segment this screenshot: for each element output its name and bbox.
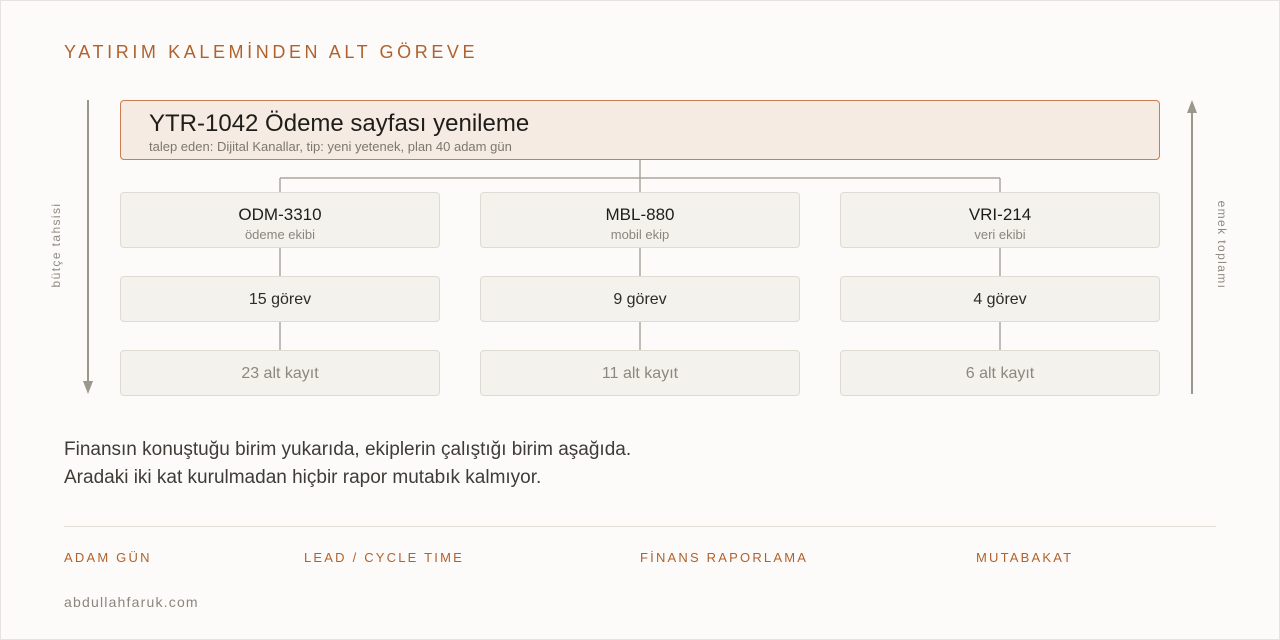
root-investment-node bbox=[120, 100, 1160, 160]
right-axis-arrowhead bbox=[1187, 100, 1197, 113]
task-count: 9 görev bbox=[613, 291, 667, 308]
team-code: MBL-880 bbox=[605, 205, 675, 224]
summary-line-1: Finansın konuştuğu birim yukarıda, ekiplerin çalıştığı birim aşağıda. bbox=[64, 439, 632, 460]
root-title: YTR-1042 Ödeme sayfası yenileme bbox=[149, 110, 530, 137]
root-subtitle: talep eden: Dijital Kanallar, tip: yeni yetenek, plan 40 adam gün bbox=[149, 139, 512, 154]
task-count-node bbox=[480, 276, 800, 322]
team-code: VRI-214 bbox=[968, 205, 1032, 224]
left-axis-arrowhead bbox=[83, 381, 93, 394]
section-divider bbox=[64, 526, 1216, 527]
subrecord-count-node bbox=[120, 350, 440, 396]
subrecord-count-node bbox=[480, 350, 800, 396]
team-name: mobil ekip bbox=[610, 227, 670, 242]
tag-mutabakat: MUTABAKAT bbox=[976, 550, 1074, 565]
team-node-odm bbox=[120, 192, 440, 248]
subrecord-count-node bbox=[840, 350, 1160, 396]
task-count: 4 görev bbox=[973, 291, 1027, 308]
tag-finans-raporlama: FİNANS RAPORLAMA bbox=[640, 550, 809, 565]
summary-text bbox=[64, 436, 631, 492]
page-kicker: YATIRIM KALEMİNDEN ALT GÖREVE bbox=[64, 42, 479, 62]
tag-lead-cycle-time: LEAD / CYCLE TIME bbox=[304, 550, 464, 565]
effort-total-label: emek toplamı bbox=[1215, 200, 1229, 290]
team-node-mbl bbox=[480, 192, 800, 248]
team-node-vri bbox=[840, 192, 1160, 248]
task-count-node bbox=[120, 276, 440, 322]
footer-site: abdullahfaruk.com bbox=[64, 594, 199, 610]
task-count: 15 görev bbox=[248, 291, 312, 308]
team-name: ödeme ekibi bbox=[244, 227, 316, 242]
budget-allocation-label: bütçe tahsisi bbox=[49, 202, 63, 288]
team-code: ODM-3310 bbox=[238, 205, 322, 224]
team-name: veri ekibi bbox=[974, 227, 1026, 242]
subrecord-count: 11 alt kayıt bbox=[601, 365, 679, 382]
task-count-node bbox=[840, 276, 1160, 322]
tag-adam-gun: ADAM GÜN bbox=[64, 550, 152, 565]
subrecord-count: 23 alt kayıt bbox=[241, 365, 319, 382]
subrecord-count: 6 alt kayıt bbox=[965, 365, 1035, 382]
summary-line-2: Aradaki iki kat kurulmadan hiçbir rapor mutabık kalmıyor. bbox=[64, 467, 542, 488]
